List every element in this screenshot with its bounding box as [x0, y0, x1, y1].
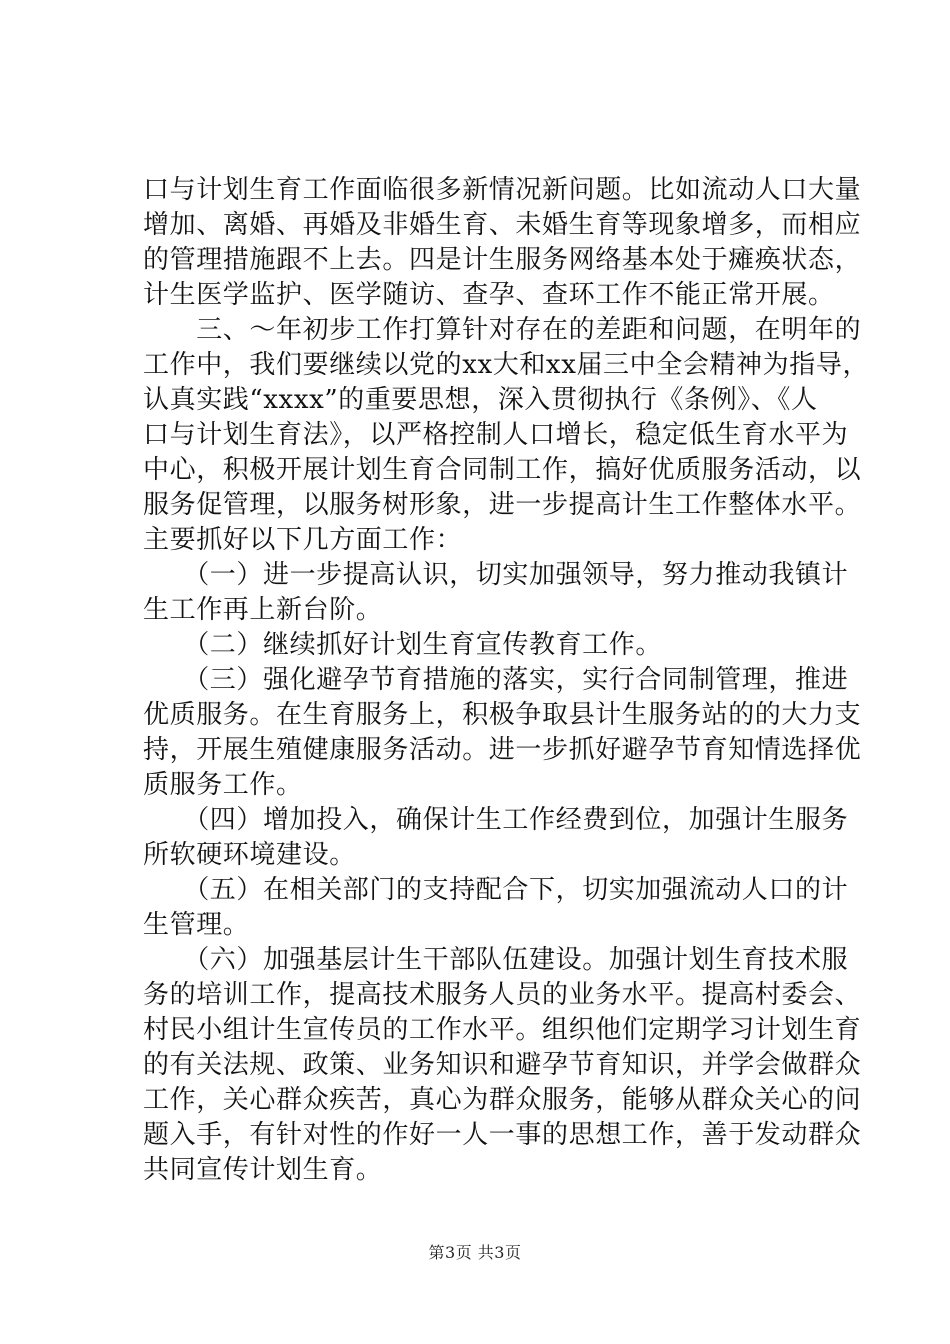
- text-line: （二）继续抓好计划生育宣传教育工作。: [143, 630, 663, 660]
- text-line: 生工作再上新台阶。: [143, 595, 383, 625]
- text-line: 的有关法规、政策、业务知识和避孕节育知识，并学会做群众: [143, 1050, 862, 1080]
- text-line: 三、～年初步工作打算针对存在的差距和问题，在明年的: [143, 315, 862, 345]
- text-line: 工作中，我们要继续以党的xx大和xx届三中全会精神为指导，: [143, 350, 870, 380]
- text-line: 认真实践“xxxx”的重要思想，深入贯彻执行《条例》、《人: [143, 385, 818, 415]
- text-line: 持，开展生殖健康服务活动。进一步抓好避孕节育知情选择优: [143, 735, 862, 765]
- text-line: 题入手，有针对性的作好一人一事的思想工作，善于发动群众: [143, 1120, 862, 1150]
- page-number-footer: 第3页 共3页: [428, 1243, 522, 1262]
- text-line: 口与计划生育法》，以严格控制人口增长，稳定低生育水平为: [143, 420, 849, 450]
- text-line: 优质服务。在生育服务上，积极争取县计生服务站的的大力支: [143, 700, 862, 730]
- text-line: 的管理措施跟不上去。四是计生服务网络基本处于瘫痪状态，: [143, 245, 862, 275]
- text-line: 服务促管理，以服务树形象，进一步提高计生工作整体水平。: [143, 490, 862, 520]
- text-line: 村民小组计生宣传员的工作水平。组织他们定期学习计划生育: [143, 1015, 862, 1045]
- text-line: （四）增加投入，确保计生工作经费到位，加强计生服务: [143, 805, 849, 835]
- text-line: 增加、离婚、再婚及非婚生育、未婚生育等现象增多，而相应: [143, 210, 862, 240]
- text-line: 所软硬环境建设。: [143, 840, 356, 870]
- text-line: 口与计划生育工作面临很多新情况新问题。比如流动人口大量: [143, 175, 862, 205]
- text-line: 共同宣传计划生育。: [143, 1155, 383, 1185]
- text-line: （六）加强基层计生干部队伍建设。加强计划生育技术服: [143, 945, 849, 975]
- text-line: （三）强化避孕节育措施的落实，实行合同制管理，推进: [143, 665, 849, 695]
- text-line: 主要抓好以下几方面工作：: [143, 525, 463, 555]
- text-line: 计生医学监护、医学随访、查孕、查环工作不能正常开展。: [143, 280, 835, 310]
- text-line: 务的培训工作，提高技术服务人员的业务水平。提高村委会、: [143, 980, 862, 1010]
- text-line: 中心，积极开展计划生育合同制工作，搞好优质服务活动，以: [143, 455, 862, 485]
- text-line: （一）进一步提高认识，切实加强领导，努力推动我镇计: [143, 560, 849, 590]
- text-line: （五）在相关部门的支持配合下，切实加强流动人口的计: [143, 875, 849, 905]
- text-line: 质服务工作。: [143, 770, 303, 800]
- text-line: 生管理。: [143, 910, 250, 940]
- text-line: 工作，关心群众疾苦，真心为群众服务，能够从群众关心的问: [143, 1085, 862, 1115]
